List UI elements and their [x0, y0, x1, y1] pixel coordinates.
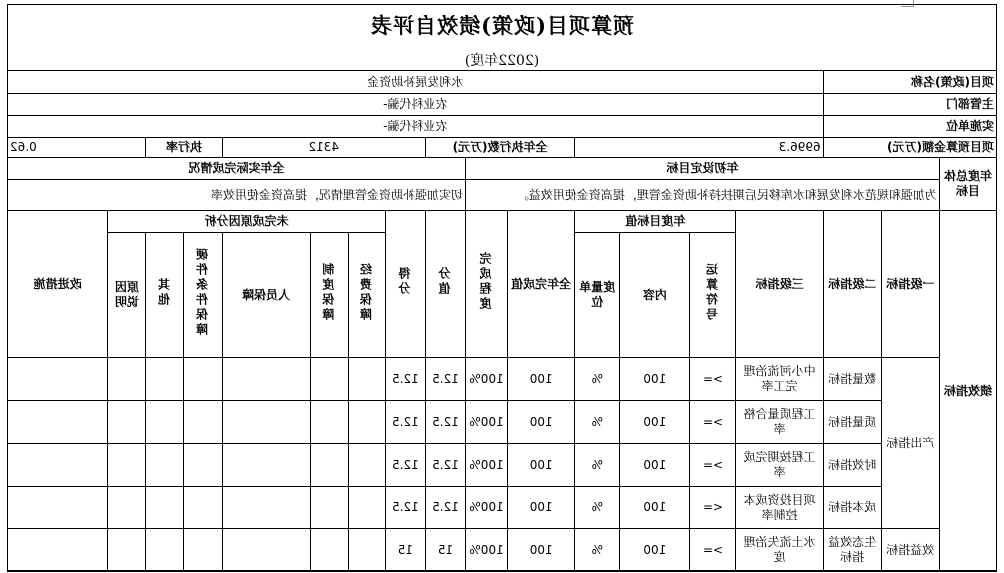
- level2-cell: 时效指标: [823, 444, 881, 487]
- unit-cell: %: [575, 487, 620, 529]
- level2-cell: 质量指标: [823, 401, 881, 444]
- unit-cell: %: [575, 358, 620, 401]
- empty-cell: [310, 444, 348, 487]
- implementer-value: 农业科代骗-: [8, 116, 824, 138]
- institution-header-cell: [310, 233, 348, 358]
- content-cell: 100: [620, 401, 690, 444]
- empty-cell: [222, 401, 310, 444]
- annual-goal-label: 年度总体目标: [939, 158, 996, 211]
- empty-cell: [108, 487, 146, 529]
- project-name-value: 水利发展补助资金: [8, 71, 824, 94]
- department-value: 农业科代骗-: [8, 94, 824, 116]
- level3-cell: 工程按期完成率: [736, 444, 823, 487]
- explain-header: 原因说明: [108, 233, 146, 358]
- weight-header-cell: [425, 211, 465, 358]
- department-label: 主管部门: [823, 94, 996, 116]
- empty-cell: [108, 444, 146, 487]
- actual-cell: 100: [508, 444, 575, 487]
- funding-header-cell: [348, 233, 385, 358]
- empty-cell: [222, 444, 310, 487]
- empty-cell: [348, 529, 385, 572]
- empty-cell: [348, 358, 385, 401]
- operator-cell: >=: [690, 358, 736, 401]
- implementer-label: 实施单位: [823, 116, 996, 138]
- operator-cell: >=: [690, 401, 736, 444]
- score-header-cell: [385, 211, 425, 358]
- execution-value: 4312: [222, 138, 425, 158]
- level2-cell: 成本指标: [823, 487, 881, 529]
- empty-cell: [348, 401, 385, 444]
- row-indicator-header-1: [8, 211, 997, 233]
- empty-cell: [146, 444, 184, 487]
- empty-cell: [310, 358, 348, 401]
- empty-cell: [222, 529, 310, 572]
- table-row: [8, 529, 997, 572]
- row-project-name: [8, 71, 997, 94]
- degree-header-cell: [466, 211, 508, 358]
- empty-cell: [146, 487, 184, 529]
- budget-value: 6996.3: [575, 138, 823, 158]
- score-cell: 15: [385, 529, 425, 572]
- funding-header: 经费保障: [359, 263, 374, 323]
- level3-cell: 工程质量合格率: [736, 401, 823, 444]
- row-implementer: [8, 116, 997, 138]
- reason-analysis-header: 未完成原因分析: [108, 211, 385, 233]
- empty-cell: [8, 487, 108, 529]
- actual-result-header: 全年实际完成情况: [8, 158, 466, 180]
- score-header: 得分: [397, 267, 412, 297]
- execution-rate-value: 0.62: [8, 138, 146, 158]
- actual-cell: 100: [508, 487, 575, 529]
- unit-cell: %: [575, 401, 620, 444]
- empty-cell: [184, 401, 222, 444]
- level3-cell: 水土流失治理度: [736, 529, 823, 572]
- empty-cell: [146, 401, 184, 444]
- empty-cell: [108, 401, 146, 444]
- empty-cell: [184, 358, 222, 401]
- degree-cell: 100%: [466, 529, 508, 572]
- operator-header-cell: [690, 233, 736, 358]
- weight-cell: 12.5: [425, 358, 465, 401]
- empty-cell: [8, 529, 108, 572]
- level2-cell: 数量指标: [823, 358, 881, 401]
- level1-benefit: 效益指标: [881, 529, 939, 572]
- operator-cell: >=: [690, 529, 736, 572]
- empty-cell: [146, 358, 184, 401]
- other-header-cell: [146, 233, 184, 358]
- empty-cell: [222, 487, 310, 529]
- hardware-header: 硬件条件保障: [195, 248, 210, 338]
- level2-cell: 生态效益指标: [823, 529, 881, 572]
- degree-header: 完成程度: [479, 252, 494, 312]
- empty-cell: [184, 529, 222, 572]
- level1-header: 一级指标: [881, 211, 939, 358]
- unit-cell: %: [575, 444, 620, 487]
- level3-cell: 中小河流治理完工率: [736, 358, 823, 401]
- empty-cell: [348, 444, 385, 487]
- degree-cell: 100%: [466, 401, 508, 444]
- empty-cell: [146, 529, 184, 572]
- operator-cell: <=: [690, 487, 736, 529]
- weight-cell: 12.5: [425, 444, 465, 487]
- empty-cell: [108, 358, 146, 401]
- unit-cell: %: [575, 529, 620, 572]
- row-budget: [8, 138, 997, 158]
- institution-header: 制度保障: [321, 263, 336, 323]
- empty-cell: [8, 401, 108, 444]
- personnel-header: 人员保障: [222, 233, 310, 358]
- degree-cell: 100%: [466, 444, 508, 487]
- target-header: 年度目标值: [575, 211, 736, 233]
- row-department: [8, 94, 997, 116]
- hardware-header-cell: [184, 233, 222, 358]
- score-cell: 12.5: [385, 444, 425, 487]
- form-title: 预算项目(政策)绩效自评表: [370, 13, 634, 38]
- planned-goal-header: 年初设定目标: [466, 158, 940, 180]
- content-cell: 100: [620, 444, 690, 487]
- table-row: [8, 401, 997, 444]
- level1-output: 产出指标: [881, 358, 939, 529]
- actual-header: 全年完成值: [508, 211, 575, 358]
- content-cell: 100: [620, 358, 690, 401]
- empty-cell: [310, 529, 348, 572]
- score-cell: 12.5: [385, 401, 425, 444]
- weight-cell: 12.5: [425, 487, 465, 529]
- empty-cell: [222, 358, 310, 401]
- content-header: 内容: [620, 233, 690, 358]
- empty-cell: [310, 487, 348, 529]
- operator-cell: >=: [690, 444, 736, 487]
- execution-label: 全年执行数(万元): [425, 138, 574, 158]
- empty-cell: [8, 358, 108, 401]
- empty-cell: [348, 487, 385, 529]
- actual-cell: 100: [508, 358, 575, 401]
- empty-cell: [184, 487, 222, 529]
- content-cell: 100: [620, 487, 690, 529]
- table-row: [8, 444, 997, 487]
- form-year: (2022年度): [464, 53, 540, 69]
- weight-cell: 12.5: [425, 401, 465, 444]
- level3-cell: 项目投资成本控制率: [736, 487, 823, 529]
- weight-header: 分值: [437, 267, 452, 297]
- empty-cell: [184, 444, 222, 487]
- table-row: [8, 358, 997, 401]
- level2-header: 二级指标: [823, 211, 881, 358]
- execution-rate-label: 执行率: [146, 138, 222, 158]
- operator-header: 运算符号: [705, 263, 720, 323]
- degree-cell: 100%: [466, 487, 508, 529]
- actual-cell: 100: [508, 401, 575, 444]
- row-goal-content: [8, 180, 997, 211]
- degree-cell: 100%: [466, 358, 508, 401]
- score-cell: 12.5: [385, 358, 425, 401]
- table-row: [8, 487, 997, 529]
- row-goal-headers: [8, 158, 997, 180]
- score-cell: 12.5: [385, 487, 425, 529]
- evaluation-table: [7, 70, 997, 572]
- planned-goal-text: 为加强和规范水利发展和水库移民后期扶持补助资金管理，提高资金使用效益。: [466, 180, 940, 211]
- performance-indicator-group: 绩效指标: [939, 211, 996, 572]
- budget-label: 项目预算金额(万元): [823, 138, 996, 158]
- content-cell: 100: [620, 529, 690, 572]
- empty-cell: [310, 401, 348, 444]
- actual-cell: 100: [508, 529, 575, 572]
- empty-cell: [8, 444, 108, 487]
- unit-header: 度量单位: [575, 233, 620, 358]
- empty-cell: [108, 529, 146, 572]
- project-name-label: 项目(政策)名称: [823, 71, 996, 94]
- actual-result-text: 切实加强补助资金管理情况，提高资金使用效率: [8, 180, 466, 211]
- other-header: 其他: [157, 278, 172, 308]
- weight-cell: 15: [425, 529, 465, 572]
- improvement-header: 改进措施: [8, 211, 108, 358]
- level3-header: 三级指标: [736, 211, 823, 358]
